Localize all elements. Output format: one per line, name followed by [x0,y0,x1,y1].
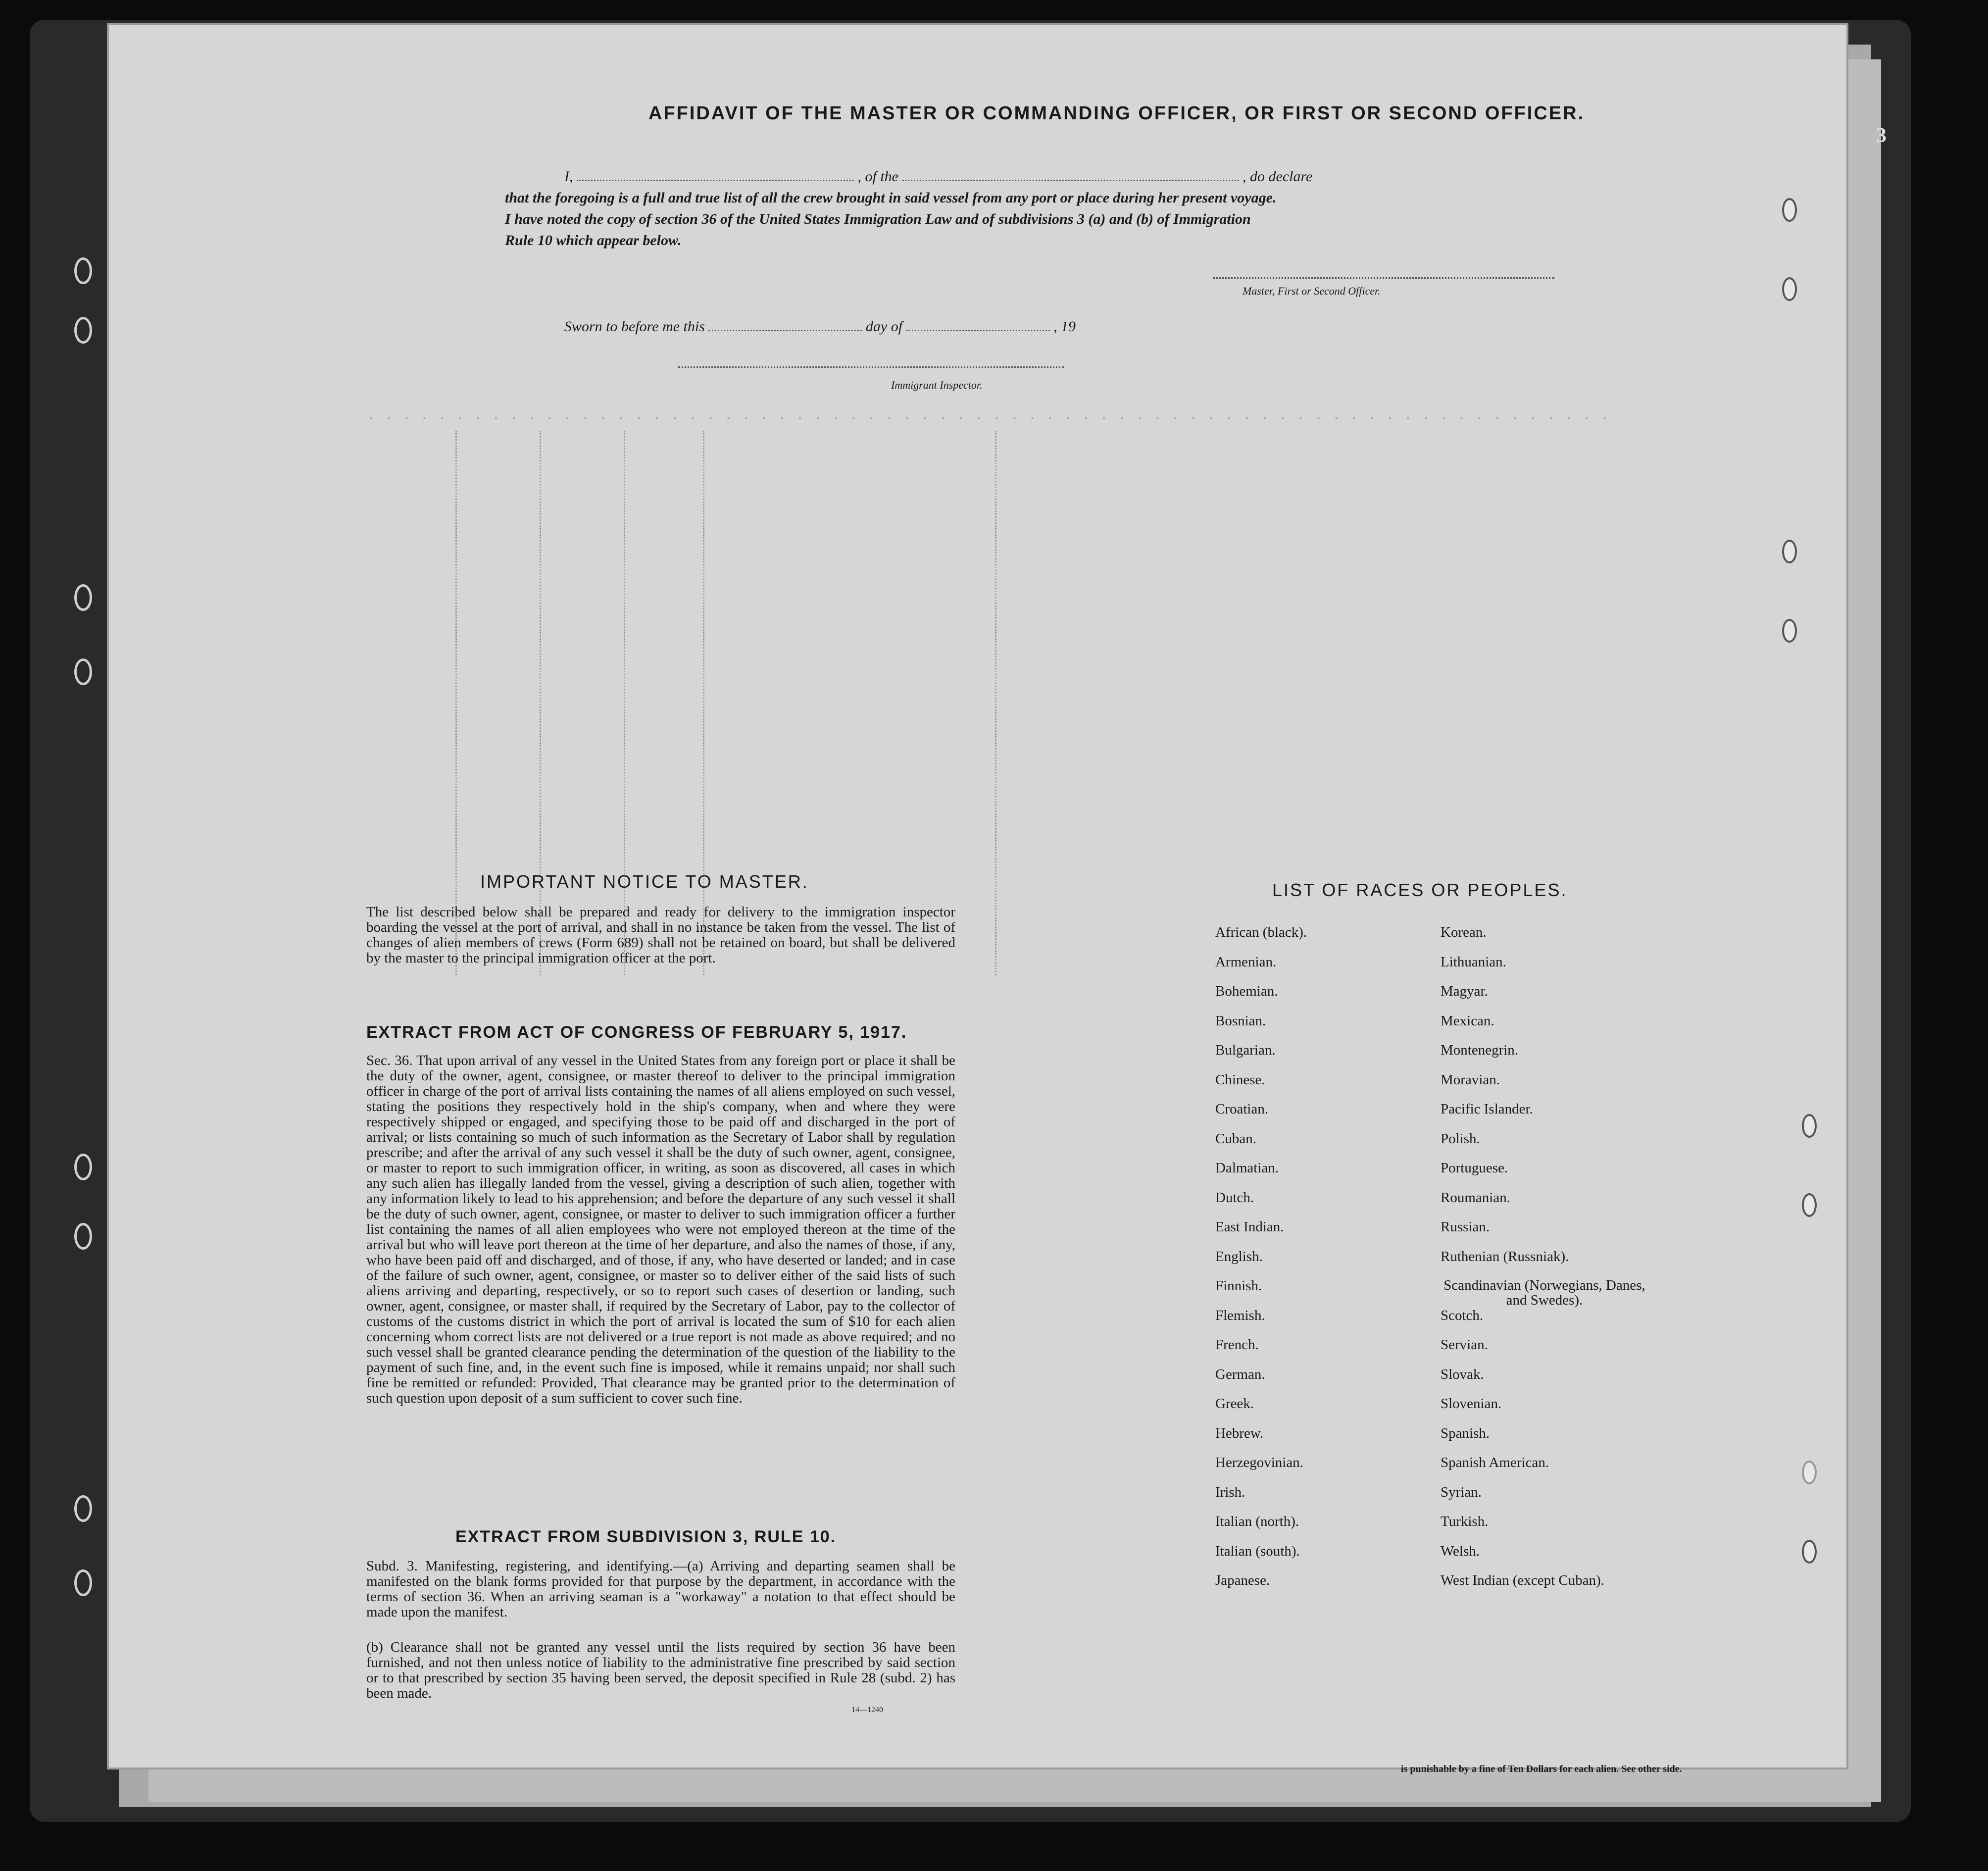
rule-extract-text-a: Subd. 3. Manifesting, registering, and identifying.—(a) Arriving and departing seamen shall be manifested on the blank forms provided for that purpose by the department, in accordance with the terms of section 36. When an arriving seaman is a "workaway" a notation to that effect should be made upon the manifest. [366,1558,955,1620]
blank-day[interactable] [708,330,862,331]
race-item: Lithuanian. [1441,954,1506,970]
index-tab [1782,619,1797,643]
race-item: Dutch. [1215,1189,1254,1206]
race-item: Magyar. [1441,983,1488,999]
affidavit-line-3: I have noted the copy of section 36 of the United States Immigration Law and of subdivisions 3 (a) and (b) of Immigration [505,211,1251,227]
race-item: Montenegrin. [1441,1042,1519,1058]
index-tab [1782,277,1797,301]
race-item: Armenian. [1215,954,1277,970]
inspector-signature-line[interactable] [678,366,1064,368]
race-item: Herzegovinian. [1215,1455,1303,1470]
index-tab [1782,198,1797,222]
race-item: Portuguese. [1441,1160,1508,1176]
affidavit-line-1 [564,168,1312,185]
race-item: Hebrew. [1215,1425,1264,1441]
line1-of: , of the [857,168,898,185]
binder-ring [74,1495,92,1522]
race-item: Ruthenian (Russniak). [1441,1248,1569,1264]
race-item: Italian (south). [1215,1543,1300,1559]
race-item: Dalmatian. [1215,1160,1279,1176]
line1-i: I, [564,168,573,185]
act-extract-heading: EXTRACT FROM ACT OF CONGRESS OF FEBRUARY 5, 1917. [366,1023,907,1042]
race-item: Cuban. [1215,1130,1256,1147]
year-text: , 19 [1053,318,1076,335]
races-heading: LIST OF RACES OR PEOPLES. [1272,880,1568,900]
race-item: Spanish. [1441,1425,1490,1441]
index-tab [1802,1461,1817,1484]
race-item: French. [1215,1337,1259,1353]
race-item: Italian (north). [1215,1514,1299,1529]
affidavit-line-2: that the foregoing is a full and true list of all the crew brought in said vessel from any port or place during her present voyage. [505,190,1277,206]
race-item: Syrian. [1441,1484,1482,1500]
race-item: Bohemian. [1215,983,1278,999]
blank-vessel[interactable] [902,180,1239,181]
race-item: East Indian. [1215,1219,1284,1235]
race-item: Turkish. [1441,1514,1489,1529]
blank-name[interactable] [577,180,854,181]
bleed-through-line [703,431,704,975]
race-item: Slovak. [1441,1366,1484,1382]
day-of-text: day of [865,318,903,335]
form-page [109,25,1846,1768]
race-item: Chinese. [1215,1071,1265,1088]
race-item: Spanish American. [1441,1455,1549,1470]
race-item: Pacific Islander. [1441,1101,1533,1117]
corner-number: 3 [1876,124,1887,147]
binder-ring [74,1569,92,1596]
sworn-text: Sworn to before me this [564,318,705,335]
line1-declare: , do declare [1242,168,1313,185]
race-item: Irish. [1215,1484,1245,1500]
binder-ring [74,658,92,685]
bleed-through-line [624,431,625,975]
index-tab [1802,1193,1817,1217]
race-item: Scotch. [1441,1307,1484,1323]
rule-extract-heading: EXTRACT FROM SUBDIVISION 3, RULE 10. [455,1527,837,1546]
binder-ring [74,317,92,344]
binder-ring [74,257,92,284]
notice-text: The list described below shall be prepared and ready for delivery to the immigration inspector boarding the vessel at the port of arrival, and shall in no instance be taken from the vessel. The list of changes of alien members of crews (Form 689) shall not be retained on board, but shall be delivered by the master to the principal immigration officer at the port. [366,904,955,966]
bleed-through-line [455,431,457,975]
bleed-through-line [540,431,541,975]
binder-ring [74,1223,92,1250]
race-item: Flemish. [1215,1307,1265,1323]
bleed-through-line [995,431,996,975]
race-item: Polish. [1441,1130,1480,1147]
rule-extract-text-b: (b) Clearance shall not be granted any vessel until the lists required by section 36 have been furnished, and not then unless notice of liability to the administrative fine prescribed by said section or to that prescribed by section 35 having been served, the deposit specified in Rule 28 (subd. 2) has been made. [366,1639,955,1701]
affidavit-title: AFFIDAVIT OF THE MASTER OR COMMANDING OFFICER, OR FIRST OR SECOND OFFICER. [648,103,1585,124]
master-signature-line[interactable] [1213,277,1554,279]
race-item: Slovenian. [1441,1396,1502,1412]
race-item: Greek. [1215,1396,1254,1412]
race-item: Japanese. [1215,1572,1270,1588]
binder-ring [74,1154,92,1180]
act-extract-text: Sec. 36. That upon arrival of any vessel in the United States from any foreign port or place it shall be the duty of the owner, agent, consignee, or master thereof to deliver to the principal immigration officer in charge of the port of arrival lists containing the names of all aliens employed on such vessel, stating the positions they respectively hold in the ship's company, when and where they were respectively shipped or engaged, and specifying those to be paid off and discharged in the port of arrival; or lists containing so much of such information as the Secretary of Labor shall by regulation prescribe; and after the arrival of any such vessel it shall be the duty of such owner, agent, consignee, or master to report to such immigration officer, in writing, as soon as discovered, all cases in which any such alien has illegally landed from the vessel, giving a description of such alien, together with any information likely to lead to his apprehension; and before the departure of any such vessel it shall be the duty of such owner, agent, consignee, or master to deliver to such immigration officer a further list containing the names of all alien employees who were not employed thereon at the time of the arrival but who will leave port thereon at the time of her departure, and also the names of those, if any, who have been paid off and discharged, and of those, if any, who have deserted or landed; and in case of the failure of such owner, agent, consignee, or master so to deliver either of the said lists of such aliens arriving and departing, respectively, or so to report such cases of desertion or landing, such owner, agent, consignee, or master shall, if required by the Secretary of Labor, pay to the collector of customs of the customs district in which the port of arrival is located the sum of $10 for each alien concerning whom correct lists are not delivered or a true report is not made as above required; and no such vessel shall be granted clearance pending the determination of the question of the liability to the payment of such fine, and, in the event such fine is imposed, while it remains unpaid; nor shall such fine be remitted or refunded: Provided, That clearance may be granted prior to the determination of such question upon deposit of a sum sufficient to cover such fine. [366,1053,955,1406]
index-tab [1782,540,1797,563]
race-item: Roumanian. [1441,1189,1510,1206]
race-item: Korean. [1441,924,1487,940]
race-item: Welsh. [1441,1543,1480,1559]
race-item: Finnish. [1215,1278,1262,1294]
master-signature-caption: Master, First or Second Officer. [1242,285,1381,297]
inspector-caption: Immigrant Inspector. [891,379,983,391]
affidavit-line-4: Rule 10 which appear below. [505,232,682,249]
race-item: Scandinavian (Norwegians, Danes, and Swedes). [1443,1277,1645,1308]
form-number: 14—1240 [851,1706,883,1714]
bleed-through-text: . . . . . . . . . . . . . . . . . . . . . . . . . . . . . . . . . . . . . . . . . . . . . . . . . . . . . . . . . . . . . . . . . . . . . . [366,406,1609,423]
index-tab [1802,1540,1817,1564]
race-item: German. [1215,1366,1265,1382]
race-item: Moravian. [1441,1071,1500,1088]
race-item: Bulgarian. [1215,1042,1276,1058]
footer-note: is punishable by a fine of Ten Dollars for each alien. See other side. [1401,1764,1682,1774]
notice-heading: IMPORTANT NOTICE TO MASTER. [480,871,809,892]
race-item: Bosnian. [1215,1012,1266,1029]
race-item: English. [1215,1248,1263,1264]
sworn-line [564,318,1076,335]
blank-month[interactable] [906,330,1050,331]
race-item: Russian. [1441,1219,1490,1235]
race-item: West Indian (except Cuban). [1441,1572,1605,1588]
binder-ring [74,584,92,611]
race-item: Croatian. [1215,1101,1269,1117]
race-item: African (black). [1215,924,1307,940]
index-tab [1802,1114,1817,1138]
race-item: Servian. [1441,1337,1488,1353]
race-item: Mexican. [1441,1012,1494,1029]
